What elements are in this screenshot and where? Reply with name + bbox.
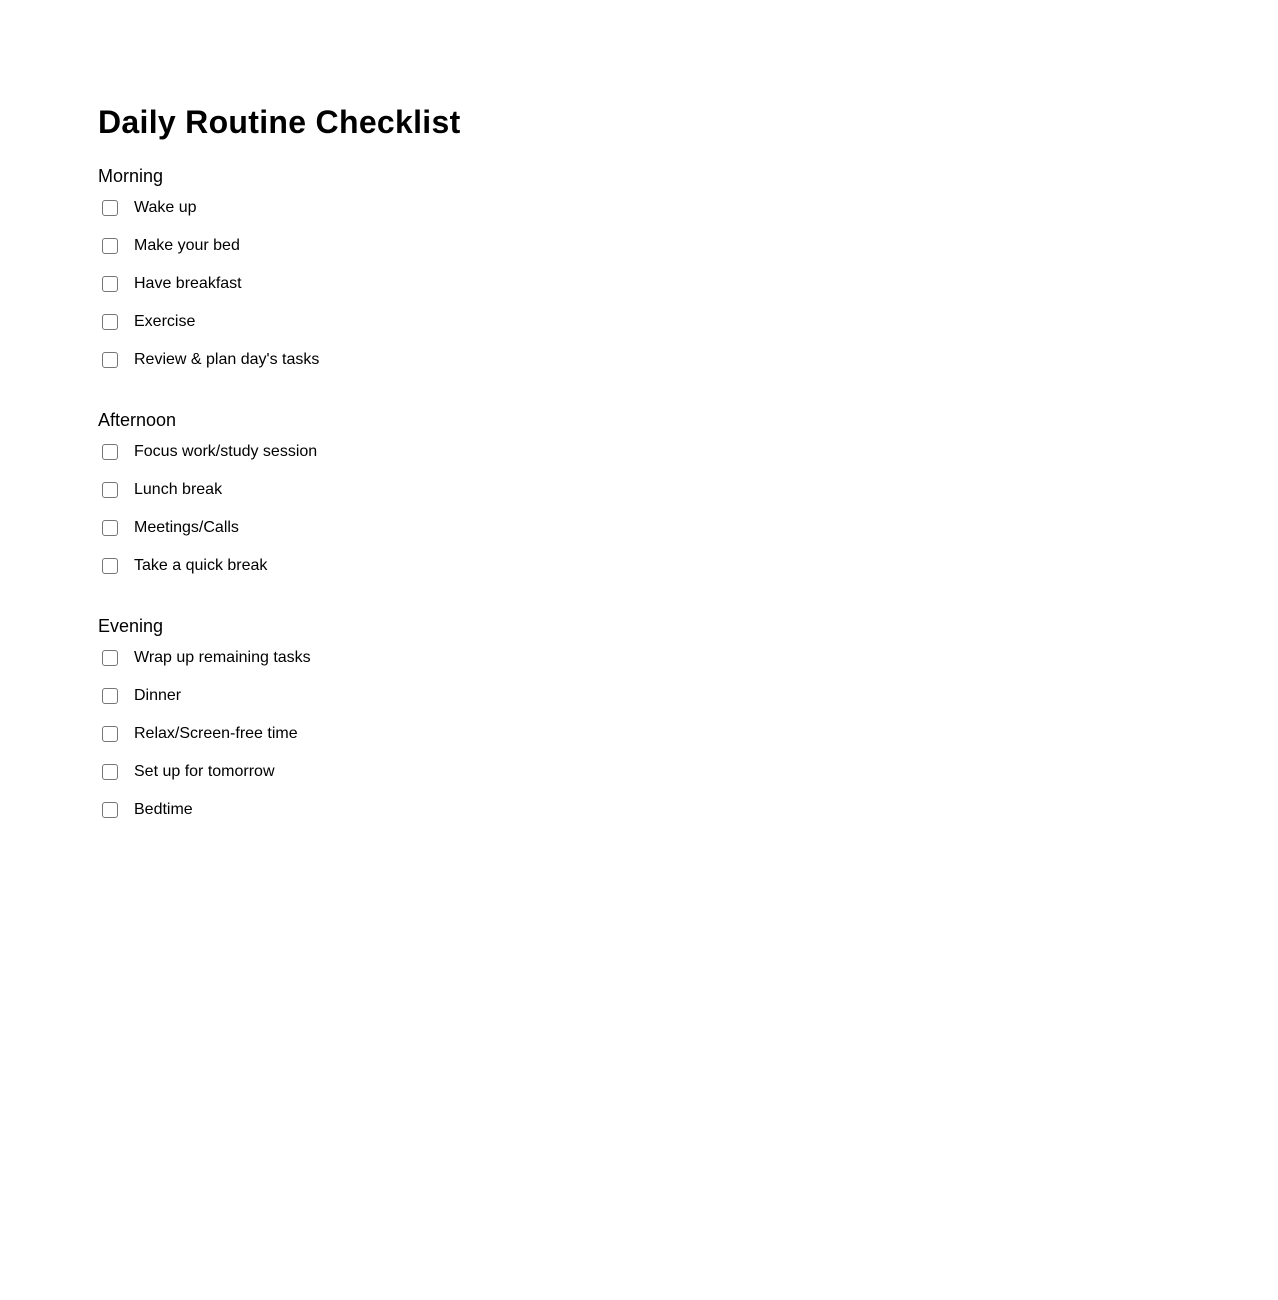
section-afternoon (98, 409, 998, 585)
checkbox-wrap-up[interactable] (102, 650, 118, 666)
checkbox-setup-tomorrow[interactable] (102, 764, 118, 780)
morning-items (98, 189, 998, 379)
checkbox-breakfast[interactable] (102, 276, 118, 292)
item-label[interactable]: Make your bed (134, 237, 240, 254)
item-label[interactable]: Bedtime (134, 801, 193, 818)
checkbox-relax[interactable] (102, 726, 118, 742)
checkbox-bedtime[interactable] (102, 802, 118, 818)
section-title-evening: Evening (98, 616, 164, 636)
checkbox-review-plan[interactable] (102, 352, 118, 368)
checklist-item-wake-up[interactable] (98, 189, 998, 227)
checkbox-lunch[interactable] (102, 482, 118, 498)
checklist-item-lunch[interactable] (98, 471, 998, 509)
checklist-item-focus-work[interactable] (98, 433, 998, 471)
checklist-item-review-plan[interactable] (98, 341, 998, 379)
checkbox-quick-break[interactable] (102, 558, 118, 574)
checkbox-wake-up[interactable] (102, 200, 118, 216)
checklist-item-setup-tomorrow[interactable] (98, 753, 998, 791)
item-label[interactable]: Exercise (134, 313, 196, 330)
section-title-morning: Morning (98, 166, 164, 186)
item-label[interactable]: Focus work/study session (134, 443, 318, 460)
page-title: Daily Routine Checklist (98, 104, 461, 140)
item-label[interactable]: Dinner (134, 687, 182, 704)
checkbox-exercise[interactable] (102, 314, 118, 330)
item-label[interactable]: Take a quick break (134, 557, 268, 574)
item-label[interactable]: Lunch break (134, 481, 223, 498)
afternoon-items (98, 433, 998, 585)
evening-items (98, 639, 998, 829)
item-label[interactable]: Wake up (134, 199, 197, 216)
checklist-item-wrap-up[interactable] (98, 639, 998, 677)
item-label[interactable]: Review & plan day's tasks (134, 351, 320, 368)
section-evening (98, 615, 998, 829)
item-label[interactable]: Have breakfast (134, 275, 242, 292)
checklist-item-dinner[interactable] (98, 677, 998, 715)
checklist-item-breakfast[interactable] (98, 265, 998, 303)
section-morning (98, 165, 998, 379)
checkbox-focus-work[interactable] (102, 444, 118, 460)
checkbox-meetings[interactable] (102, 520, 118, 536)
item-label[interactable]: Wrap up remaining tasks (134, 649, 311, 666)
item-label[interactable]: Set up for tomorrow (134, 763, 275, 780)
checklist-item-relax[interactable] (98, 715, 998, 753)
checklist-item-bedtime[interactable] (98, 791, 998, 829)
item-label[interactable]: Relax/Screen-free time (134, 725, 298, 742)
checklist-item-quick-break[interactable] (98, 547, 998, 585)
checklist-item-make-bed[interactable] (98, 227, 998, 265)
checkbox-dinner[interactable] (102, 688, 118, 704)
checklist-page (98, 102, 998, 829)
checklist-item-exercise[interactable] (98, 303, 998, 341)
item-label[interactable]: Meetings/Calls (134, 519, 239, 536)
section-title-afternoon: Afternoon (98, 410, 177, 430)
checkbox-make-bed[interactable] (102, 238, 118, 254)
checklist-item-meetings[interactable] (98, 509, 998, 547)
